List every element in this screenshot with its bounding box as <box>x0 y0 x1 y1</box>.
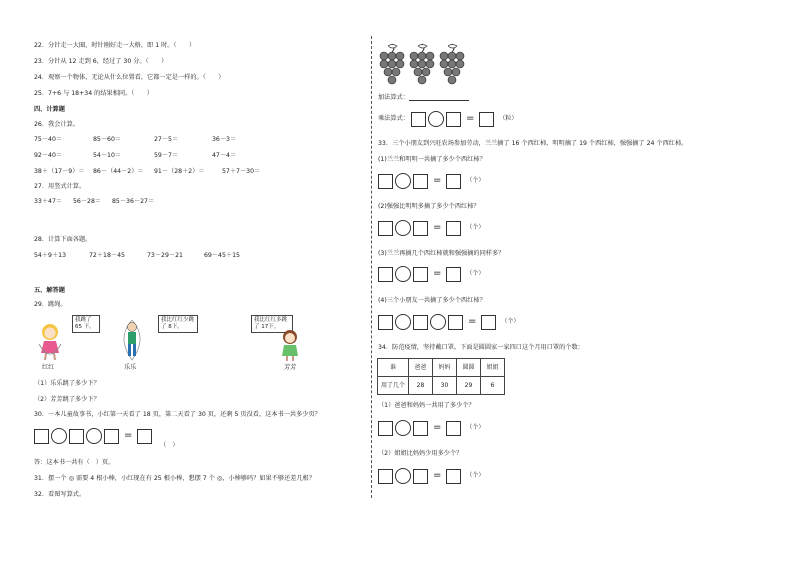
equals-sign: = <box>433 268 442 279</box>
question-33-1: (1)兰兰和明明一共摘了多少个西红柿？ <box>378 156 486 163</box>
speech-bubble-lele: 我比红红少跳了 8下。 <box>158 315 198 333</box>
question-33: 33．三个小朋友到兴旺农场参加劳动，兰兰摘了 16 个西红柿，明明摘了 19 个西红柿，强强摘了 24 个西红柿。 <box>378 140 688 147</box>
table-row <box>378 377 505 395</box>
vertical-item: 56－28＝ <box>73 198 102 205</box>
section-calculation: 四、计算题 <box>34 106 65 113</box>
question-29: 29．跳绳。 <box>34 301 67 308</box>
equals-sign: = <box>468 316 477 327</box>
vertical-item: 85－36－27＝ <box>112 198 155 205</box>
equation-q33-1 <box>378 173 484 189</box>
calc-item: 57＋7－30＝ <box>222 168 261 175</box>
section-word-problems: 五、解答题 <box>34 287 65 294</box>
answer-box[interactable] <box>446 469 461 484</box>
equals-sign: = <box>465 113 475 124</box>
answer-box[interactable] <box>481 315 496 330</box>
calc-item: 54－10＝ <box>93 152 122 159</box>
question-28: 28．计算下面各题。 <box>34 236 92 243</box>
answer-box[interactable] <box>413 421 428 436</box>
operator-circle[interactable] <box>395 266 411 282</box>
boy-lele-figure <box>118 318 146 362</box>
calc-item: 92－40＝ <box>34 152 63 159</box>
equals-sign: = <box>124 430 133 441</box>
operator-circle[interactable] <box>428 111 444 127</box>
operator-circle[interactable] <box>430 314 446 330</box>
table-header-row <box>378 359 505 377</box>
equation-q33-4 <box>378 314 519 330</box>
name-lele: 乐乐 <box>124 364 137 371</box>
operator-circle[interactable] <box>395 468 411 484</box>
calc-item: 47－4＝ <box>212 152 237 159</box>
question-26: 26．我会计算。 <box>34 121 79 128</box>
answer-box[interactable] <box>378 469 393 484</box>
table-cell: 29 <box>457 377 481 395</box>
table-cell: 6 <box>481 377 505 395</box>
calc-item: 75－40＝ <box>34 136 63 143</box>
answer-box[interactable] <box>413 315 428 330</box>
calc-item: 38＋（17－9）＝ <box>34 168 85 175</box>
speech-bubble-honghong: 我跳了 65 下。 <box>72 315 100 333</box>
multiplication-label: 乘法算式： <box>378 115 409 123</box>
question-27: 27．用竖式计算。 <box>34 183 86 190</box>
question-34-2: （2）姐姐比妈妈少用多少个？ <box>378 450 463 457</box>
table-cell: 爸爸 <box>409 359 433 377</box>
question-33-3: (3)兰兰再摘几个西红柿就和强强摘的同样多？ <box>378 250 505 257</box>
answer-box[interactable] <box>413 469 428 484</box>
operator-circle[interactable] <box>51 428 67 444</box>
column-divider <box>371 36 372 498</box>
answer-box[interactable] <box>446 267 461 282</box>
operator-circle[interactable] <box>395 314 411 330</box>
expression-item: 54＋9＋13 <box>34 252 67 259</box>
answer-box[interactable] <box>34 429 49 444</box>
table-cell: 圆圆 <box>457 359 481 377</box>
question-25: 25．7+6 与 18+34 的结果相同。（ ） <box>34 90 153 97</box>
operator-circle[interactable] <box>86 428 102 444</box>
answer-box[interactable] <box>378 267 393 282</box>
question-29-1: （1）乐乐跳了多少下？ <box>34 380 100 387</box>
unit-label: （个） <box>466 224 485 232</box>
speech-bubble-fangfang: 我比红红多跳了 17下。 <box>251 315 293 333</box>
table-cell: 谁 <box>378 359 409 377</box>
calc-item: 27－5＝ <box>154 136 179 143</box>
question-31: 31．摆一个 ◎ 需要 4 根小棒，小红现在有 25 根小棒，想摆 7 个 ◎，小棒够吗？如果不够还差几根？ <box>34 475 316 482</box>
calc-item: 86－（44－2）＝ <box>93 168 144 175</box>
unit-label: （个） <box>501 318 520 326</box>
calc-item: 36－3＝ <box>212 136 237 143</box>
answer-box[interactable] <box>446 174 461 189</box>
vertical-item: 33＋47＝ <box>34 198 63 205</box>
table-cell: 用了几个 <box>378 377 409 395</box>
answer-box[interactable] <box>479 112 494 127</box>
answer-box[interactable] <box>378 174 393 189</box>
answer-box[interactable] <box>69 429 84 444</box>
operator-circle[interactable] <box>395 420 411 436</box>
answer-q30: 答：这本书一共有（ ）页。 <box>34 459 115 466</box>
unit-label: （个） <box>466 424 485 432</box>
calc-item: 59－7＝ <box>154 152 179 159</box>
answer-box[interactable] <box>446 221 461 236</box>
equation-q33-2 <box>378 220 484 236</box>
equation-q34-1 <box>378 420 484 436</box>
unit-label: （个） <box>466 472 485 480</box>
addition-blank[interactable] <box>409 94 469 101</box>
equals-sign: = <box>433 422 442 433</box>
calc-item: 85－60＝ <box>93 136 122 143</box>
question-33-4: (4)三个小朋友一共摘了多少个西红柿？ <box>378 297 486 304</box>
mask-usage-table <box>377 358 505 395</box>
equation-q30 <box>34 428 152 444</box>
question-22: 22．分针走一大圈，时针刚好走一大格，即 1 时。（ ） <box>34 42 196 49</box>
equals-sign: = <box>433 470 442 481</box>
expression-item: 69－45＋15 <box>204 252 240 259</box>
grapes-icon <box>378 42 468 86</box>
question-34-1: （1）爸爸和妈妈一共用了多少个？ <box>378 402 475 409</box>
girl-honghong-figure <box>36 320 68 362</box>
equation-q34-2 <box>378 468 484 484</box>
unit-label: （个） <box>466 270 485 278</box>
unit-label: （粒） <box>499 115 518 123</box>
operator-circle[interactable] <box>395 173 411 189</box>
answer-box[interactable] <box>446 112 461 127</box>
question-33-2: (2)强强比明明多摘了多少个西红柿？ <box>378 203 480 210</box>
name-honghong: 红红 <box>42 364 55 371</box>
question-32: 32．看图写算式。 <box>34 491 86 498</box>
table-cell: 姐姐 <box>481 359 505 377</box>
table-cell: 28 <box>409 377 433 395</box>
question-23: 23．分针从 12 走到 6，经过了 30 分。（ ） <box>34 58 168 65</box>
answer-box[interactable] <box>104 429 119 444</box>
question-30: 30．一本儿童故事书，小红第一天看了 18 页，第二天看了 30 页，还剩 5 页没看，这本书一共多少页？ <box>34 411 321 418</box>
table-cell: 30 <box>433 377 457 395</box>
expression-item: 72＋18－45 <box>89 252 125 259</box>
equals-sign: = <box>433 222 442 233</box>
answer-box[interactable] <box>411 112 426 127</box>
operator-circle[interactable] <box>395 220 411 236</box>
answer-box[interactable] <box>378 421 393 436</box>
table-cell: 妈妈 <box>433 359 457 377</box>
question-29-2: （2）芳芳跳了多少下？ <box>34 396 100 403</box>
answer-box[interactable] <box>413 267 428 282</box>
addition-label: 加法算式： <box>378 94 469 101</box>
multiplication-equation <box>378 111 517 127</box>
answer-box[interactable] <box>413 174 428 189</box>
answer-box[interactable] <box>378 315 393 330</box>
unit-paren-q30: （ ） <box>160 442 179 449</box>
answer-box[interactable] <box>446 421 461 436</box>
name-fangfang: 芳芳 <box>284 364 297 371</box>
answer-box[interactable] <box>448 315 463 330</box>
question-34: 34．防范疫情，坚持戴口罩。下面是圆圆家一家四口这个月用口罩的个数： <box>378 344 584 351</box>
unit-label: （个） <box>466 177 485 185</box>
answer-box[interactable] <box>413 221 428 236</box>
equals-sign: = <box>433 175 442 186</box>
answer-box[interactable] <box>378 221 393 236</box>
girl-fangfang-figure <box>276 328 304 362</box>
answer-box[interactable] <box>137 429 152 444</box>
equation-q33-3 <box>378 266 484 282</box>
calc-item: 91－（28＋2）＝ <box>154 168 205 175</box>
expression-item: 73－29－21 <box>147 252 183 259</box>
question-24: 24．观察一个物体，无论从什么位置看，它都一定是一样的。（ ） <box>34 74 225 81</box>
